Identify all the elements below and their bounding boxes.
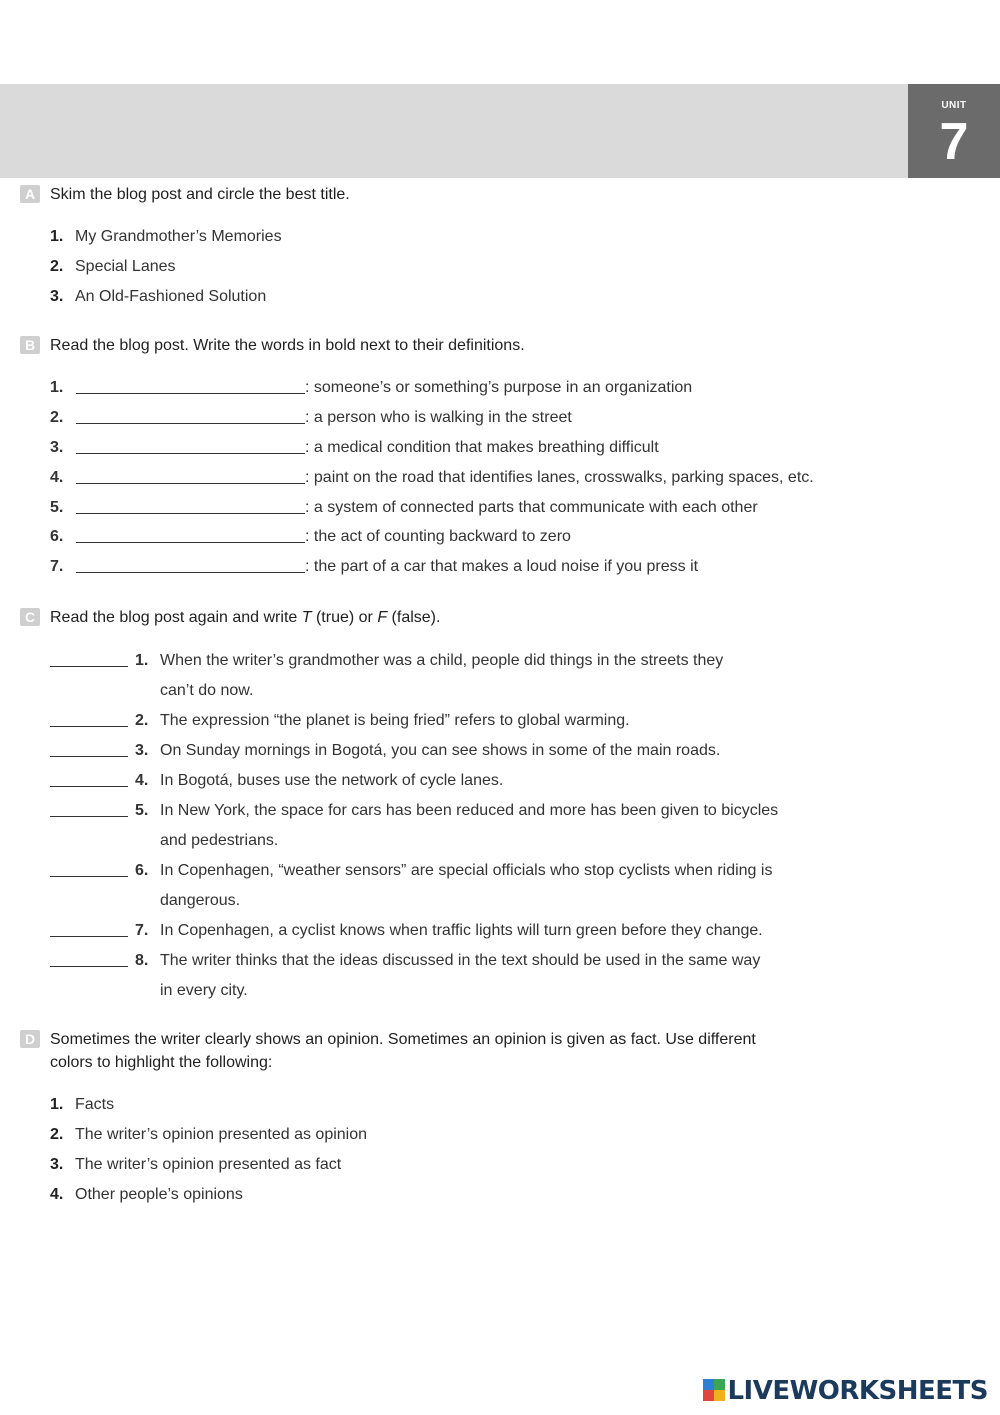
section-b-badge: B <box>20 336 40 354</box>
answer-blank[interactable] <box>50 816 128 817</box>
answer-blank[interactable] <box>76 483 305 484</box>
section-d-instruction: Sometimes the writer clearly shows an opinion. Sometimes an opinion is given as fact. Use different colors to highlight the following: <box>50 1031 756 1071</box>
answer-blank[interactable] <box>50 726 128 727</box>
answer-blank[interactable] <box>50 876 128 877</box>
unit-number: 7 <box>939 113 969 171</box>
answer-blank[interactable] <box>76 513 305 514</box>
answer-blank[interactable] <box>76 423 305 424</box>
answer-blank[interactable] <box>50 966 128 967</box>
section-d-badge: D <box>20 1030 40 1048</box>
header-band <box>0 84 908 178</box>
answer-blank[interactable] <box>50 756 128 757</box>
answer-blank[interactable] <box>76 453 305 454</box>
section-c-instruction: Read the blog post again and write T (true) or F (false). <box>50 609 441 626</box>
liveworksheets-logo: LIVEWORKSHEETS <box>703 1376 988 1406</box>
section-a-badge: A <box>20 185 40 203</box>
answer-blank[interactable] <box>76 393 305 394</box>
section-a-instruction: Skim the blog post and circle the best title. <box>50 186 350 203</box>
answer-blank[interactable] <box>50 936 128 937</box>
section-c-badge: C <box>20 608 40 626</box>
answer-blank[interactable] <box>50 666 128 667</box>
unit-label: UNIT <box>941 100 967 111</box>
section-b-instruction: Read the blog post. Write the words in bold next to their definitions. <box>50 337 525 354</box>
answer-blank[interactable] <box>76 542 305 543</box>
liveworksheets-logo-icon <box>703 1379 725 1401</box>
answer-blank[interactable] <box>76 572 305 573</box>
answer-blank[interactable] <box>50 786 128 787</box>
unit-badge <box>908 84 1000 178</box>
